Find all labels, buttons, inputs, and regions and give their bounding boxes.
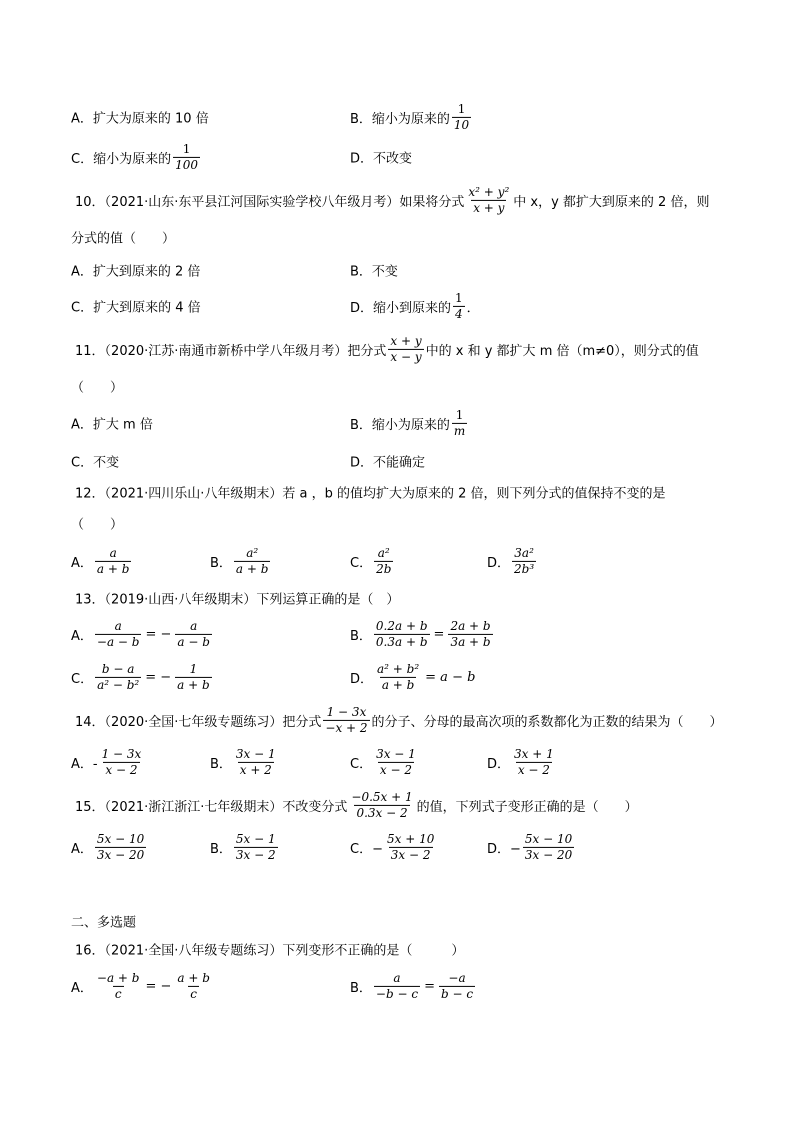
- q15-stem-suffix: 的值，下列式子变形正确的是（ ）: [416, 799, 638, 815]
- equals-sign: = −: [145, 669, 172, 685]
- q11-stem-fraction: [388, 335, 423, 363]
- denominator: a + b: [235, 561, 269, 576]
- option-label: D．: [350, 671, 374, 687]
- numerator: 1 − 3x: [326, 704, 367, 719]
- q13-option-b-right: [448, 620, 492, 648]
- denominator: x − 2: [105, 762, 138, 777]
- denominator: 100: [175, 157, 198, 172]
- denominator: x + y: [473, 200, 505, 215]
- numerator: 0.2a + b: [375, 618, 428, 633]
- q14-option-c-fraction: [374, 748, 418, 776]
- q12-stem-line2: （ ）: [71, 517, 124, 533]
- denominator: 0.3x − 2: [356, 805, 408, 820]
- option-label: B．: [210, 555, 232, 571]
- q9-option-c: [71, 143, 202, 171]
- q15-option-d-fraction: [523, 833, 574, 861]
- q14-stem-line: [75, 706, 723, 734]
- denominator: x − y: [390, 349, 422, 364]
- numerator: 1: [457, 101, 466, 116]
- equals-sign: =: [424, 978, 435, 994]
- q12-option-a-fraction: [95, 547, 132, 575]
- denominator: c: [114, 986, 122, 1001]
- equals-sign: = −: [145, 978, 172, 994]
- denominator: x − 2: [379, 762, 412, 777]
- q10-option-a: A．扩大到原来的 2 倍: [71, 264, 201, 280]
- q14-stem-fraction: [323, 706, 369, 734]
- q14-option-b: [210, 748, 280, 776]
- option-label: B．: [210, 756, 232, 772]
- q16-option-b-left: [374, 972, 420, 1000]
- denominator: a − b: [177, 634, 210, 649]
- q16-option-a-right: [175, 972, 212, 1000]
- numerator: 1: [455, 407, 464, 422]
- q13-option-a-left: [95, 620, 142, 648]
- q15-stem-fraction: [349, 791, 414, 819]
- q11-option-b: [350, 409, 469, 437]
- equals-expression: = a − b: [425, 669, 476, 685]
- q10-option-c: C．扩大到原来的 4 倍: [71, 300, 201, 316]
- q12-option-d: [487, 547, 538, 575]
- q14-option-a-fraction: [100, 748, 144, 776]
- q10-option-b: B．不变: [350, 264, 398, 280]
- q15-stem-prefix: 15．（2021·浙江浙江·七年级期末）不改变分式: [75, 799, 348, 815]
- q9-option-b-fraction: [452, 103, 471, 131]
- q11-option-b-fraction: [452, 409, 467, 437]
- option-label: A．: [71, 555, 93, 571]
- q10-option-d-text: D．缩小到原来的: [350, 300, 452, 316]
- q13-option-d-left: [375, 663, 421, 691]
- q15-option-b: [210, 833, 280, 861]
- q11-option-c: C．不变: [71, 455, 120, 471]
- numerator: −a + b: [96, 970, 140, 985]
- numerator: a² + b²: [377, 661, 420, 676]
- q11-option-b-text: B．缩小为原来的: [350, 417, 450, 433]
- denominator: 3x − 2: [390, 847, 431, 862]
- numerator: 2a + b: [450, 618, 491, 633]
- q9-option-c-fraction: [173, 143, 200, 171]
- q13-option-a: [71, 620, 214, 648]
- denominator: −a − b: [96, 634, 140, 649]
- q11-stem-line2: （ ）: [71, 380, 124, 396]
- option-label: D．−: [487, 841, 521, 857]
- q12-option-d-fraction: [512, 547, 536, 575]
- numerator: −0.5x + 1: [351, 789, 413, 804]
- option-label: A．: [71, 841, 93, 857]
- denominator: 10: [453, 117, 470, 132]
- numerator: 3a²: [514, 545, 534, 560]
- q13-option-b-left: [374, 620, 430, 648]
- q9-option-a: A．扩大为原来的 10 倍: [71, 111, 209, 127]
- numerator: −a: [448, 970, 466, 985]
- q14-option-d: [487, 748, 558, 776]
- denominator: 4: [455, 306, 463, 321]
- q13-stem-line: 13．（2019·山西·八年级期末）下列运算正确的是（ ）: [75, 592, 400, 608]
- q15-stem-line: [75, 791, 638, 819]
- q12-option-b: [210, 547, 272, 575]
- q11-option-d: D．不能确定: [350, 455, 426, 471]
- q16-option-b-right: [439, 972, 475, 1000]
- numerator: a: [190, 618, 198, 633]
- q11-stem-prefix: 11．（2020·江苏·南通市新桥中学八年级月考）把分式: [75, 343, 387, 359]
- numerator: x + y: [390, 333, 422, 348]
- option-label: B．: [350, 628, 372, 644]
- denominator: 3x − 20: [96, 847, 145, 862]
- q10-stem-fraction: [466, 186, 511, 214]
- equals-sign: =: [433, 626, 445, 642]
- equals-sign: = −: [145, 626, 172, 642]
- q10-option-d-fraction: [453, 292, 465, 320]
- q15-option-c: [350, 833, 438, 861]
- denominator: a + b: [381, 677, 415, 692]
- denominator: 0.3a + b: [375, 634, 428, 649]
- numerator: x² + y²: [468, 184, 510, 199]
- denominator: 3a + b: [450, 634, 491, 649]
- option-label: C．−: [350, 841, 383, 857]
- q13-option-a-right: [175, 620, 212, 648]
- q14-option-d-fraction: [512, 748, 556, 776]
- q10-option-d: [350, 292, 480, 320]
- q14-option-b-fraction: [234, 748, 278, 776]
- q9-option-d: D．不改变: [350, 151, 413, 167]
- q13-option-b: [350, 620, 495, 648]
- option-label: B．: [210, 841, 232, 857]
- option-label: A．-: [71, 756, 98, 772]
- q12-option-c-fraction: [374, 547, 393, 575]
- option-label: C．: [71, 671, 94, 687]
- numerator: 1: [189, 661, 198, 676]
- q13-option-c-right: [175, 663, 212, 691]
- q10-stem-suffix: 中 x，y 都扩大到原来的 2 倍，则: [513, 194, 710, 210]
- denominator: a + b: [177, 677, 210, 692]
- numerator: 3x + 1: [514, 746, 554, 761]
- numerator: 3x − 1: [235, 746, 276, 761]
- q15-option-a-fraction: [95, 833, 146, 861]
- option-label: B．: [350, 980, 372, 996]
- q15-option-d: [487, 833, 576, 861]
- numerator: 1 − 3x: [101, 746, 142, 761]
- q16-option-b: [350, 972, 477, 1000]
- q10-option-d-suffix: ．: [466, 300, 480, 316]
- q16-option-a: [71, 972, 214, 1000]
- numerator: b − a: [101, 661, 135, 676]
- numerator: a: [393, 970, 401, 985]
- numerator: a: [109, 545, 117, 560]
- denominator: 2b: [376, 561, 392, 576]
- numerator: a + b: [177, 970, 210, 985]
- denominator: 3x − 2: [235, 847, 276, 862]
- denominator: a + b: [96, 561, 130, 576]
- q13-option-c-left: [95, 663, 141, 691]
- denominator: m: [453, 423, 466, 438]
- denominator: −b − c: [375, 986, 419, 1001]
- denominator: x − 2: [517, 762, 550, 777]
- q11-stem-line1: [75, 335, 699, 363]
- denominator: −x + 2: [325, 720, 368, 735]
- numerator: 1: [455, 290, 463, 305]
- option-label: D．: [487, 756, 511, 772]
- q16-stem-line: 16．（2021·全国·八年级专题练习）下列变形不正确的是（ ）: [75, 943, 465, 959]
- option-label: A．: [71, 628, 93, 644]
- q13-option-c: [71, 663, 214, 691]
- q9-option-c-text: C．缩小为原来的: [71, 151, 172, 167]
- q10-stem-line1: [75, 186, 709, 214]
- q12-option-a: [71, 547, 133, 575]
- q15-option-c-fraction: [385, 833, 436, 861]
- numerator: 5x − 10: [96, 831, 145, 846]
- numerator: 5x + 10: [386, 831, 435, 846]
- option-label: C．: [350, 756, 373, 772]
- q14-option-a: [71, 748, 145, 776]
- q15-option-a: [71, 833, 148, 861]
- numerator: a²: [377, 545, 390, 560]
- q14-option-c: [350, 748, 420, 776]
- denominator: a² − b²: [97, 677, 140, 692]
- q12-stem-line1: 12．（2021·四川乐山·八年级期末）若 a ，b 的值均扩大为原来的 2 倍，则下列分式的值保持不变的是: [75, 486, 666, 502]
- q10-stem-prefix: 10．（2021·山东·东平县江河国际实验学校八年级月考）如果将分式: [75, 194, 465, 210]
- q15-option-b-fraction: [234, 833, 278, 861]
- option-label: C．: [350, 555, 373, 571]
- q11-option-a: A．扩大 m 倍: [71, 417, 153, 433]
- q12-option-b-fraction: [234, 547, 271, 575]
- option-label: D．: [487, 555, 511, 571]
- denominator: 2b³: [514, 561, 535, 576]
- numerator: a: [114, 618, 122, 633]
- q9-option-b: [350, 103, 473, 131]
- q14-stem-prefix: 14．（2020·全国·七年级专题练习）把分式: [75, 714, 322, 730]
- numerator: a²: [246, 545, 259, 560]
- q10-stem-line2: 分式的值（ ）: [71, 231, 176, 247]
- q13-option-d: [350, 663, 477, 691]
- section-title: 二、多选题: [71, 915, 137, 931]
- q12-option-c: [350, 547, 395, 575]
- numerator: 1: [182, 141, 191, 156]
- q9-option-b-text: B．缩小为原来的: [350, 111, 450, 127]
- q16-option-a-left: [95, 972, 142, 1000]
- numerator: 3x − 1: [376, 746, 416, 761]
- q11-stem-suffix: 中的 x 和 y 都扩大 m 倍（m≠0），则分式的值: [425, 343, 699, 359]
- denominator: x + 2: [239, 762, 272, 777]
- denominator: b − c: [440, 986, 474, 1001]
- numerator: 5x − 10: [524, 831, 573, 846]
- option-label: A．: [71, 980, 93, 996]
- denominator: 3x − 20: [524, 847, 573, 862]
- q14-stem-suffix: 的分子、分母的最高次项的系数都化为正数的结果为（ ）: [371, 714, 723, 730]
- denominator: c: [190, 986, 198, 1001]
- numerator: 5x − 1: [235, 831, 276, 846]
